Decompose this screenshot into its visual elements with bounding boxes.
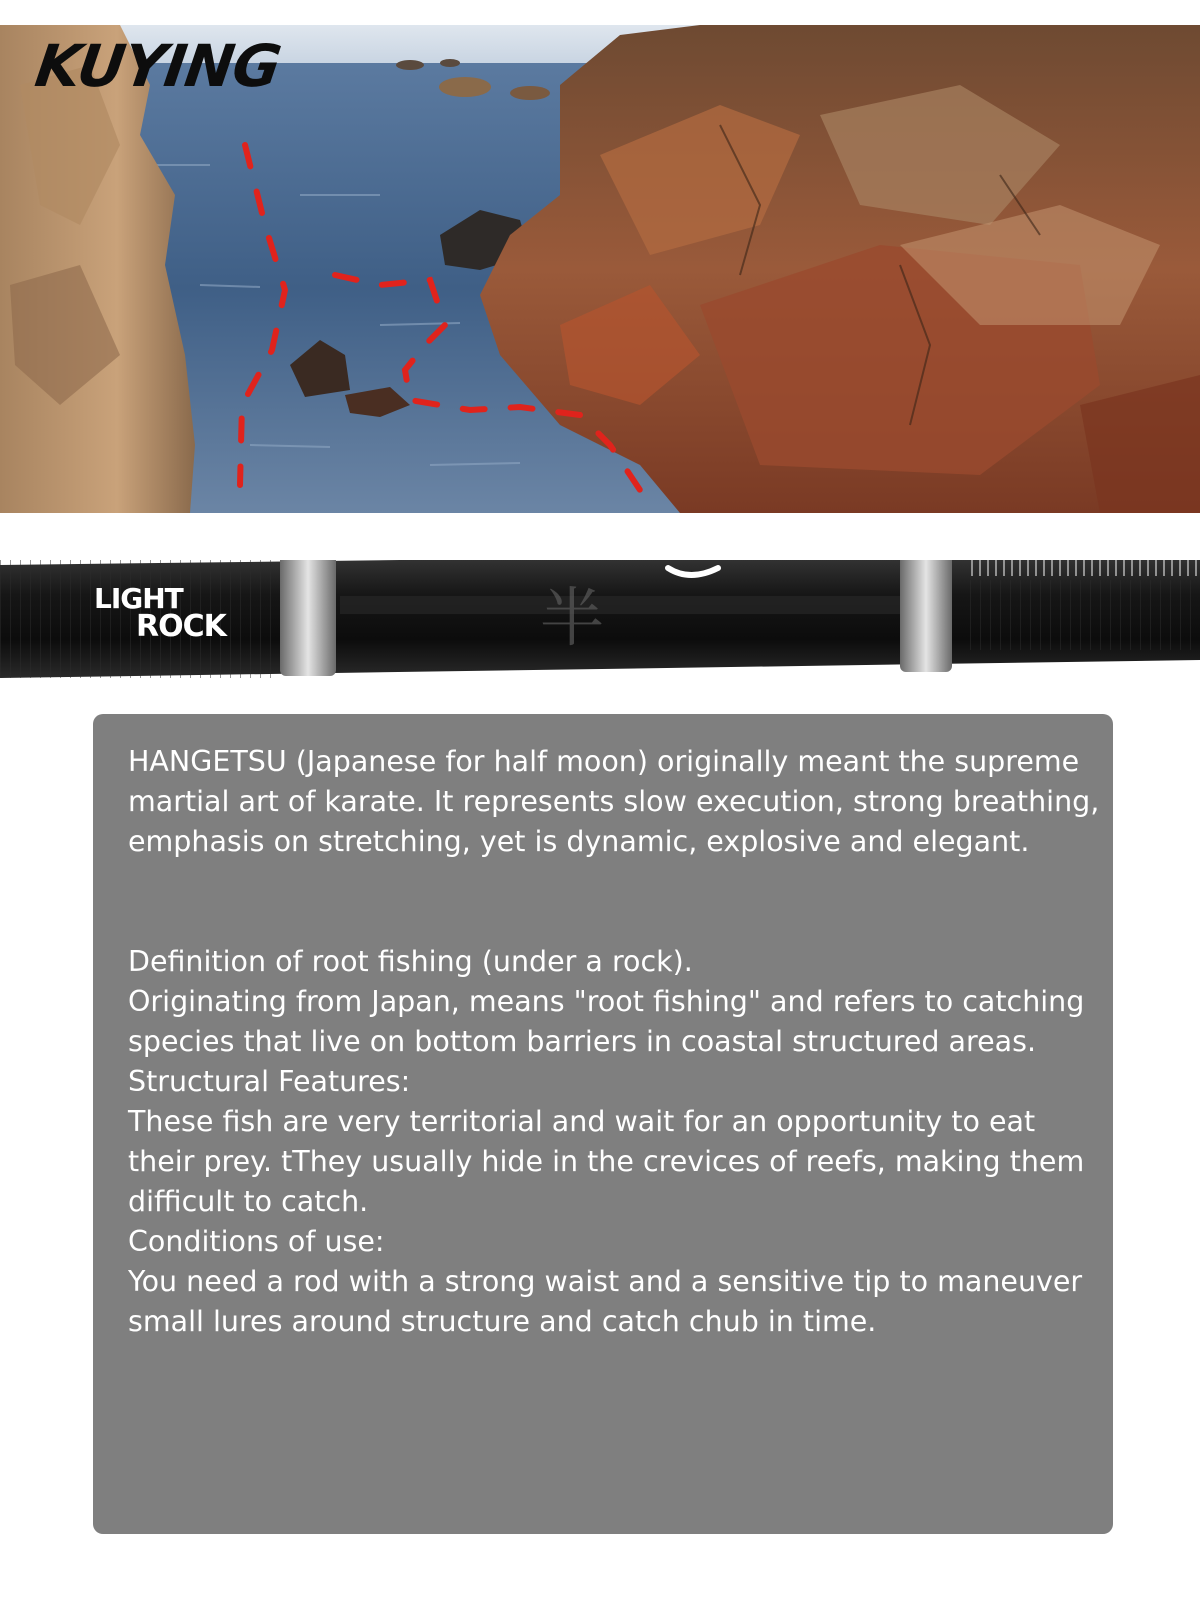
conditions-text: You need a rod with a strong waist and a sensitive tip to maneuver small lures around structure and catch chub in time.: [128, 1265, 1083, 1338]
description-panel: [93, 714, 1113, 1534]
rod-label-light: LIGHT: [94, 582, 183, 615]
hero-photo: [0, 25, 1200, 513]
intro-paragraph: HANGETSU (Japanese for half moon) originally meant the supreme martial art of karate. It represents slow execution, strong breathing, emphasis on stretching, yet is dynamic, explosive and elegant.: [128, 745, 1100, 858]
definition-heading: Definition of root fishing (under a rock).: [128, 945, 693, 978]
rod-label-rock: ROCK: [136, 609, 226, 644]
features-text: These fish are very territorial and wait for an opportunity to eat their prey. tThey usually hide in the crevices of reefs, making them difficult to catch.: [128, 1105, 1085, 1218]
definition-text: Originating from Japan, means "root fishing" and refers to catching species that live on bottom barriers in coastal structured areas.: [128, 985, 1085, 1058]
svg-text:半: 半: [540, 582, 604, 656]
kuying-logo: KUYING: [31, 32, 285, 100]
paragraph-gap: [128, 862, 1101, 942]
features-heading: Structural Features:: [128, 1065, 411, 1098]
conditions-heading: Conditions of use:: [128, 1225, 385, 1258]
